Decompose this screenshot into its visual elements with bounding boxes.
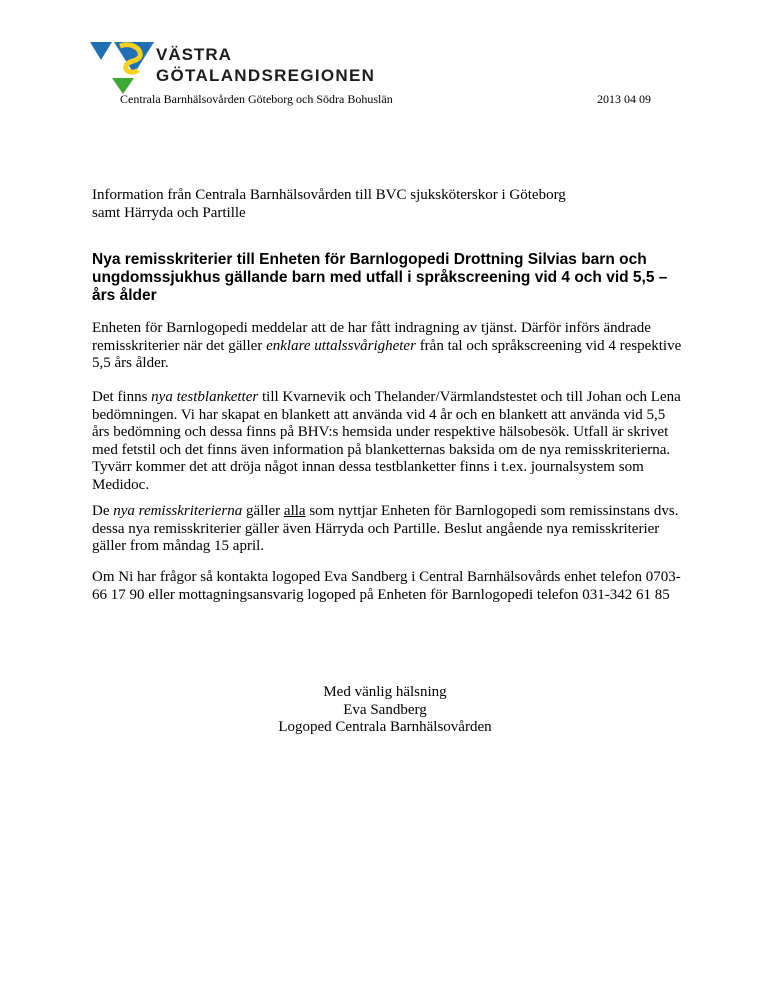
intro-line-1: Information från Centrala Barnhälsovården till BVC sjuksköterskor i Göteborg [92, 187, 566, 203]
issuing-unit: Centrala Barnhälsovården Göteborg och Södra Bohuslän [120, 92, 393, 106]
vgregion-logo-mark [90, 40, 154, 94]
document-headline: Nya remisskriterier till Enheten för Barnlogopedi Drottning Silvias barn och ungdomssjukhus gällande barn med utfall i språkscreening vid 4 och vid 5,5 – års ålder [92, 251, 668, 304]
paragraph-3 [92, 503, 682, 556]
paragraph-3-text-a: De [92, 503, 114, 519]
signature-title: Logoped Centrala Barnhälsovården [278, 719, 492, 735]
logo-line-2: GÖTALANDSREGIONEN [156, 66, 376, 85]
paragraph-2 [92, 389, 682, 494]
logo-line-1: VÄSTRA [156, 45, 232, 64]
paragraph-2-text-b: till Kvarnevik och Thelander/Värmlandstestet och till Johan och Lena bedömningen. Vi har skapat en blankett att använda vid 4 år och en blankett att använda vid 5,5 års bedömning och dessa finns på BHV:s hemsida under respektive hälsobesök. Utfall är skrivet med fetstil och det finns även information på blanketternas baksida om de nya remisskriterierna. Tyvärr kommer det att dröja något innan dessa testblanketter finns i t.ex. journalsystem som Medidoc. [92, 389, 681, 493]
paragraph-3-underline: alla [283, 503, 306, 519]
signature-block [270, 684, 500, 737]
paragraph-2-emphasis: nya testblanketter [151, 389, 259, 405]
paragraph-2-text-a: Det finns [92, 389, 152, 405]
signature-greeting: Med vänlig hälsning [323, 684, 447, 700]
paragraph-1-text-a: Enheten för Barnlogopedi meddelar att de har fått indragning av tjänst. Därför införs ändrade remisskriterier när det gäller [92, 320, 651, 354]
paragraph-3-emphasis: nya remisskriterierna [113, 503, 243, 519]
intro-line-2: samt Härryda och Partille [92, 205, 246, 221]
paragraph-4-contact: Om Ni har frågor så kontakta logoped Eva Sandberg i Central Barnhälsovårds enhet telefon 0703-66 17 90 eller mottagningsansvarig logoped på Enheten för Barnlogopedi telefon 031-342 61 85 [92, 569, 681, 603]
paragraph-1-text-b: från tal och språkscreening vid 4 respektive 5,5 års ålder. [92, 337, 682, 371]
paragraph-1-emphasis: enklare uttalssvårigheter [266, 337, 416, 354]
signature-name: Eva Sandberg [343, 701, 427, 718]
document-date: 2013 04 09 [597, 92, 651, 106]
vgregion-logo [90, 40, 390, 96]
paragraph-3-text-c: som nyttjar Enheten för Barnlogopedi som remissinstans dvs. dessa nya remisskriterier gäller även Härryda och Partille. Beslut angående nya remisskriterier gäller from måndag 15 april. [92, 503, 679, 554]
logo-wordmark [156, 44, 375, 86]
paragraph-1 [92, 320, 682, 373]
intro-text [92, 186, 652, 222]
paragraph-3-text-b: gäller [242, 503, 284, 519]
